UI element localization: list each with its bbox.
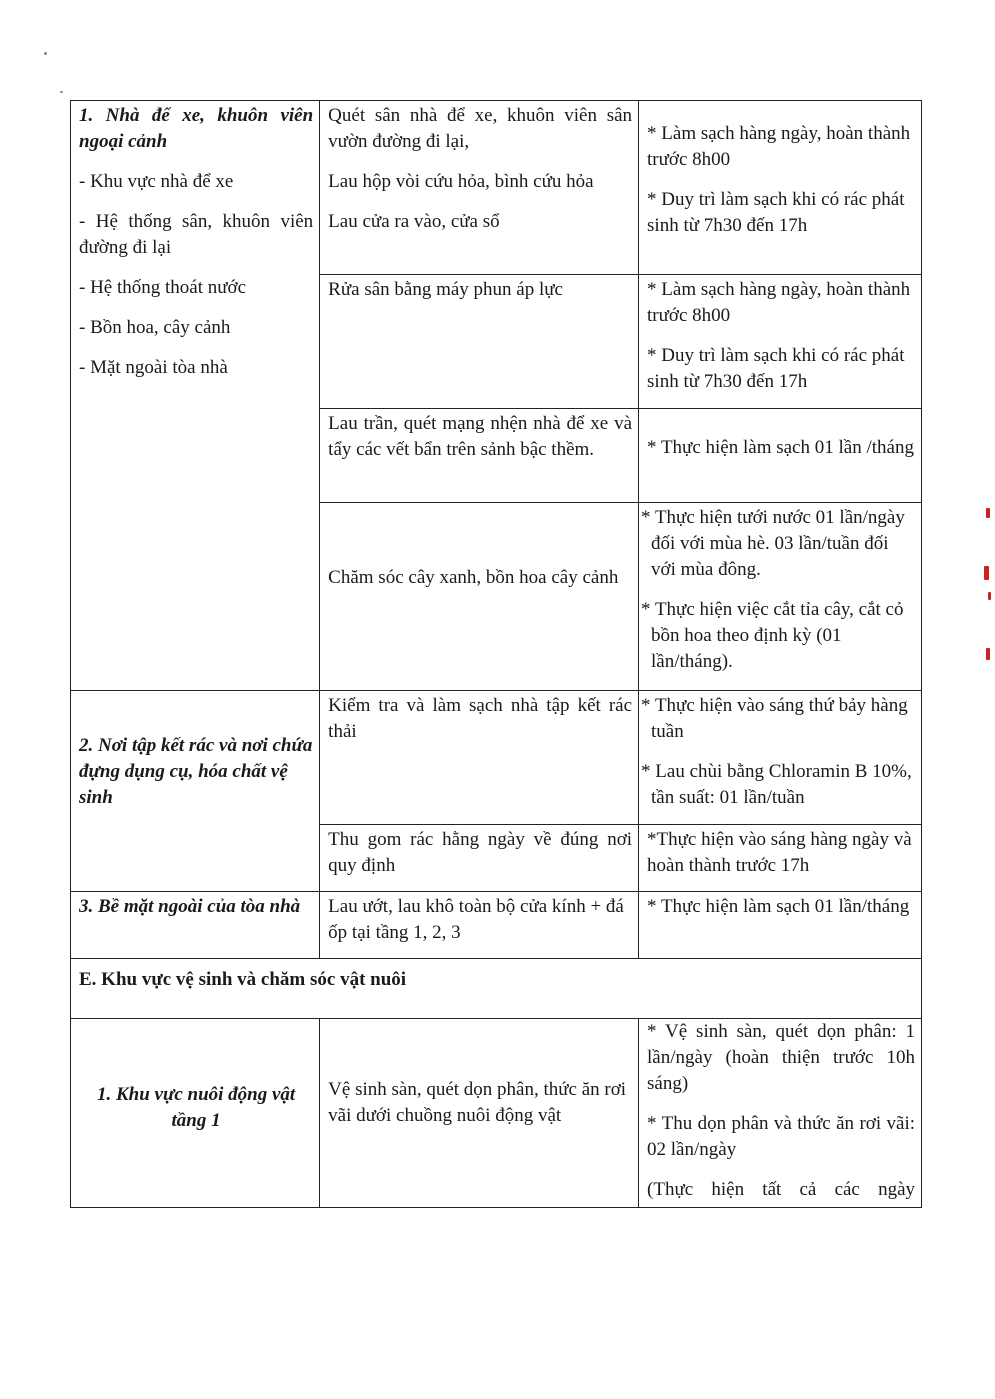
red-stamp-edge [984, 566, 989, 580]
red-stamp-edge [988, 592, 991, 600]
frequency-text: * Thực hiện làm sạch 01 lần/tháng [647, 896, 910, 917]
frequency-text: *Thực hiện vào sáng hàng ngày và hoàn thành trước 17h [647, 829, 912, 876]
area-item: - Mặt ngoài tòa nhà [79, 357, 228, 378]
task-text: Quét sân nhà để xe, khuôn viên sân vườn đường đi lại, [328, 105, 633, 152]
table-row [71, 101, 922, 275]
red-stamp-edge [986, 648, 990, 660]
task-cell [320, 825, 639, 892]
area-item: - Hệ thống thoát nước [79, 277, 247, 298]
table-row [71, 892, 922, 959]
task-text: Thu gom rác hằng ngày về đúng nơi quy định [328, 829, 633, 876]
frequency-text: (Thực hiện tất cả các ngày [647, 1179, 915, 1200]
frequency-cell [639, 409, 922, 503]
frequency-cell [639, 825, 922, 892]
frequency-text: * Làm sạch hàng ngày, hoàn thành trước 8h00 [647, 123, 911, 170]
frequency-text: * Thực hiện tưới nước 01 lần/ngày đối với mùa hè. 03 lần/tuần đối với mùa đông. [641, 507, 905, 580]
area-title: 1. Khu vực nuôi động vật tầng 1 [96, 1084, 296, 1131]
frequency-cell [639, 892, 922, 959]
table-row [71, 691, 922, 825]
task-cell [320, 691, 639, 825]
area-cell [71, 691, 320, 892]
frequency-text: * Thu dọn phân và thức ăn rơi vãi: 02 lần/ngày [647, 1113, 915, 1160]
area-cell [71, 892, 320, 959]
task-text: Lau cửa ra vào, cửa sổ [328, 211, 500, 232]
red-stamp-edge [986, 508, 990, 518]
task-text: Lau trần, quét mạng nhện nhà để xe và tẩy các vết bẩn trên sảnh bậc thềm. [328, 413, 633, 460]
area-cell [71, 101, 320, 691]
frequency-text: * Duy trì làm sạch khi có rác phát sinh từ 7h30 đến 17h [647, 345, 905, 392]
frequency-text: * Lau chùi bằng Chloramin B 10%, tần suất: 01 lần/tuần [641, 761, 912, 808]
cleaning-schedule-table [70, 100, 922, 1208]
task-cell [320, 409, 639, 503]
frequency-text: * Duy trì làm sạch khi có rác phát sinh từ 7h30 đến 17h [647, 189, 905, 236]
task-text: Chăm sóc cây xanh, bồn hoa cây cảnh [328, 566, 619, 588]
area-title: 1. Nhà để xe, khuôn viên ngoại cảnh [79, 105, 314, 152]
area-cell [71, 1019, 320, 1208]
frequency-text: * Thực hiện vào sáng thứ bảy hàng tuần [641, 695, 908, 742]
frequency-cell [639, 503, 922, 691]
frequency-cell [639, 691, 922, 825]
area-title: 2. Nơi tập kết rác và nơi chứa đựng dụng cụ, hóa chất vệ sinh [79, 735, 313, 808]
task-cell [320, 503, 639, 691]
table-row [71, 1019, 922, 1208]
area-item: - Hệ thống sân, khuôn viên đường đi lại [79, 211, 314, 258]
task-cell [320, 1019, 639, 1208]
section-heading: E. Khu vực vệ sinh và chăm sóc vật nuôi [79, 969, 407, 990]
area-title: 3. Bề mặt ngoài của tòa nhà [79, 896, 301, 917]
task-cell [320, 101, 639, 275]
task-text: Lau ướt, lau khô toàn bộ cửa kính + đá ốp tại tầng 1, 2, 3 [328, 896, 624, 943]
frequency-cell [639, 275, 922, 409]
table-row [71, 959, 922, 1019]
section-header-cell [71, 959, 922, 1019]
area-item: - Khu vực nhà để xe [79, 171, 234, 192]
scan-speck [60, 91, 63, 93]
task-cell [320, 275, 639, 409]
area-item: - Bồn hoa, cây cảnh [79, 317, 231, 338]
frequency-text: * Vệ sinh sàn, quét dọn phân: 1 lần/ngày (hoàn thiện trước 10h sáng) [647, 1021, 915, 1094]
task-text: Vệ sinh sàn, quét dọn phân, thức ăn rơi vãi dưới chuồng nuôi động vật [328, 1079, 627, 1126]
frequency-text: * Thực hiện việc cắt tỉa cây, cắt cỏ bồn hoa theo định kỳ (01 lần/tháng). [641, 599, 904, 672]
frequency-cell [639, 1019, 922, 1208]
task-cell [320, 892, 639, 959]
frequency-text: * Làm sạch hàng ngày, hoàn thành trước 8h00 [647, 279, 911, 326]
frequency-text: * Thực hiện làm sạch 01 lần /tháng [647, 436, 914, 458]
scan-speck [44, 52, 47, 55]
task-text: Kiểm tra và làm sạch nhà tập kết rác thải [328, 695, 633, 742]
task-text: Lau hộp vòi cứu hỏa, bình cứu hỏa [328, 171, 594, 192]
task-text: Rửa sân bằng máy phun áp lực [328, 279, 563, 300]
frequency-cell [639, 101, 922, 275]
